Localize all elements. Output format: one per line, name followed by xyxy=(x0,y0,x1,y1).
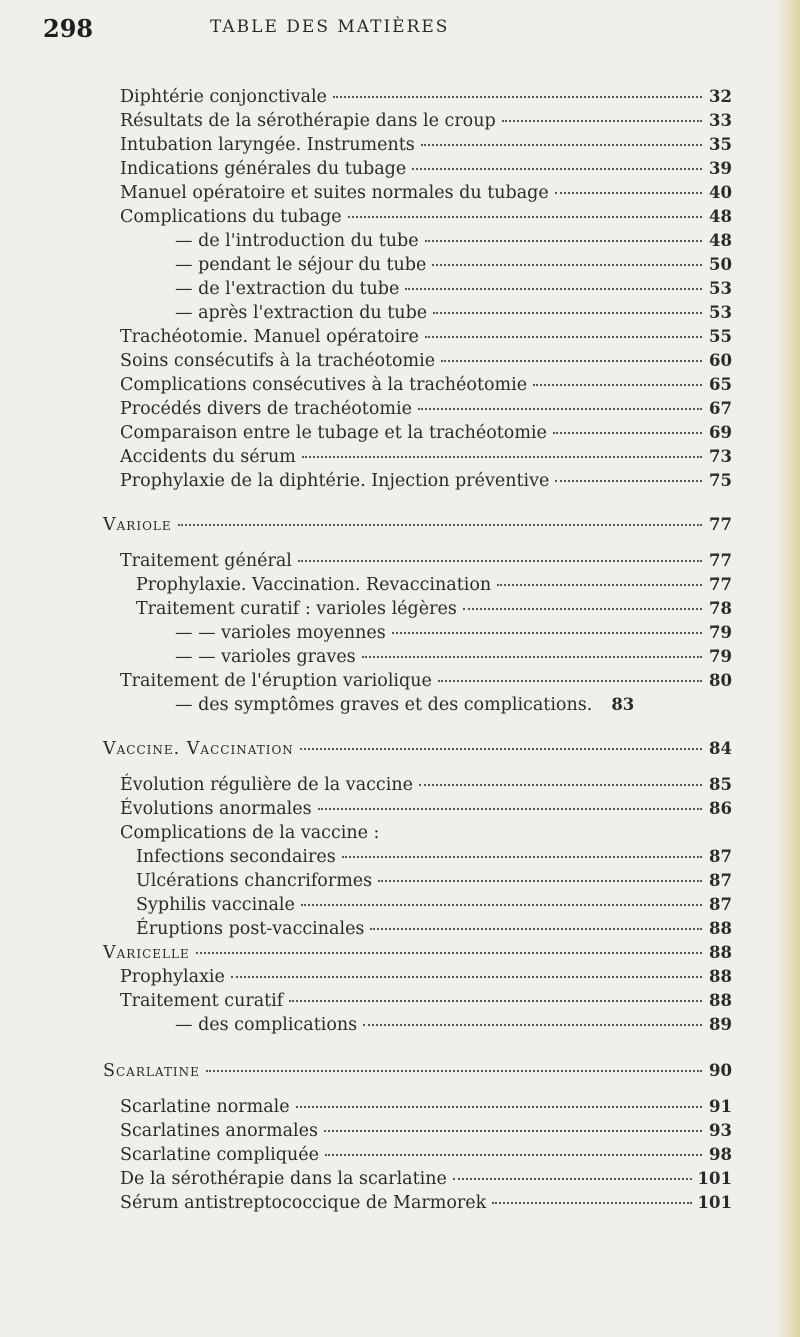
toc-entry-page: 48 xyxy=(709,231,732,250)
toc-entry-page: 101 xyxy=(697,1169,732,1188)
toc-entry-label: Trachéotomie. Manuel opératoire xyxy=(120,327,419,347)
toc-entry-page: 50 xyxy=(709,255,732,274)
toc-entry xyxy=(120,157,732,181)
toc-entry-page: 88 xyxy=(709,943,732,962)
toc-section-heading xyxy=(103,513,732,537)
toc-entry-label: De la sérothérapie dans la scarlatine xyxy=(120,1169,447,1189)
toc-entry-page: 75 xyxy=(709,471,732,490)
toc-entry-page: 90 xyxy=(709,1061,732,1080)
toc-entry xyxy=(136,597,732,621)
toc-entry xyxy=(120,349,732,373)
dot-leader xyxy=(412,168,702,170)
page-header xyxy=(0,10,800,50)
dot-leader xyxy=(392,632,702,634)
toc-entry xyxy=(120,1191,732,1215)
toc-entry-page: 79 xyxy=(709,623,732,642)
toc-entry-page: 88 xyxy=(709,967,732,986)
toc-entry xyxy=(120,469,732,493)
toc-entry-page: 60 xyxy=(709,351,732,370)
toc-entry-label: Traitement général xyxy=(120,551,292,571)
toc-entry-label: Procédés divers de trachéotomie xyxy=(120,399,412,419)
toc-entry xyxy=(120,965,732,989)
toc-entry-page: 91 xyxy=(709,1097,732,1116)
toc-entry xyxy=(175,253,732,277)
toc-entry-label: Sérum antistreptococcique de Marmorek xyxy=(120,1193,487,1213)
toc-entry-label: Scarlatine compliquée xyxy=(120,1145,319,1165)
page-number: 298 xyxy=(43,14,94,43)
dot-leader xyxy=(342,856,702,858)
toc-entry-page: 87 xyxy=(709,871,732,890)
dot-leader xyxy=(421,144,702,146)
toc-entry xyxy=(120,1095,732,1119)
toc-entry-page: 101 xyxy=(697,1193,732,1212)
dot-leader xyxy=(296,1106,702,1108)
toc-entry xyxy=(120,181,732,205)
toc-entry-label: Évolution régulière de la vaccine xyxy=(120,775,413,795)
toc-entry-page: 83 xyxy=(611,695,635,714)
toc-entry xyxy=(136,893,732,917)
running-title: TABLE DES MATIÈRES xyxy=(210,17,450,37)
toc-entry xyxy=(136,917,732,941)
dot-leader xyxy=(497,584,702,586)
dot-leader xyxy=(301,904,702,906)
toc-entry-page: 79 xyxy=(709,647,732,666)
toc-entry-label: — de l'introduction du tube xyxy=(175,231,419,251)
dot-leader xyxy=(553,432,702,434)
dot-leader xyxy=(555,192,702,194)
toc-entry xyxy=(120,205,732,229)
toc-entry xyxy=(120,669,732,693)
toc-entry xyxy=(120,549,732,573)
toc-entry-page: 80 xyxy=(709,671,732,690)
toc-entry xyxy=(175,621,732,645)
dot-leader xyxy=(432,264,702,266)
dot-leader xyxy=(533,384,702,386)
dot-leader xyxy=(419,784,702,786)
toc-entry xyxy=(120,133,732,157)
toc-entry xyxy=(136,845,732,869)
toc-entry-label: Infections secondaires xyxy=(136,847,336,867)
toc-entry xyxy=(120,1167,732,1191)
toc-entry-page: 87 xyxy=(709,895,732,914)
toc-entry-label: Varicelle xyxy=(103,943,190,963)
toc-entry-label: — pendant le séjour du tube xyxy=(175,255,427,275)
dot-leader xyxy=(492,1202,691,1204)
dot-leader xyxy=(231,976,702,978)
toc-section-heading xyxy=(103,737,732,761)
toc-entry-label: — de l'extraction du tube xyxy=(175,279,400,299)
toc-entry xyxy=(136,573,732,597)
toc-entry-page: 35 xyxy=(709,135,732,154)
dot-leader xyxy=(333,96,702,98)
toc-entry-label: — — varioles graves xyxy=(175,647,356,667)
dot-leader xyxy=(325,1154,702,1156)
toc-entry-page: 88 xyxy=(709,919,732,938)
toc-entry-label: Intubation laryngée. Instruments xyxy=(120,135,415,155)
dot-leader xyxy=(405,288,702,290)
page-edge-shadow xyxy=(776,0,800,1337)
toc-entry-label: Vaccine. Vaccination xyxy=(103,739,294,759)
toc-entry-label: Variole xyxy=(103,515,172,535)
toc-entry-label: Prophylaxie de la diphtérie. Injection préventive xyxy=(120,471,550,491)
toc-entry xyxy=(120,445,732,469)
toc-entry-label: Prophylaxie. Vaccination. Revaccination xyxy=(136,575,492,595)
toc-entry-label: Complications de la vaccine : xyxy=(120,823,380,843)
toc-entry-page: 85 xyxy=(709,775,732,794)
toc-entry xyxy=(120,1143,732,1167)
toc-entry xyxy=(120,325,732,349)
toc-entry-page: 93 xyxy=(709,1121,732,1140)
toc-entry xyxy=(120,109,732,133)
dot-leader xyxy=(555,480,702,482)
toc-entry-label: Scarlatines anormales xyxy=(120,1121,318,1141)
toc-entry-label: Diphtérie conjonctivale xyxy=(120,87,327,107)
toc-entry-page: 78 xyxy=(709,599,732,618)
toc-entry xyxy=(120,1119,732,1143)
toc-entry xyxy=(175,229,732,253)
toc-entry-label: Prophylaxie xyxy=(120,967,225,987)
toc-entry xyxy=(120,773,732,797)
toc-entry-page: 84 xyxy=(709,739,732,758)
toc-entry-label: Traitement de l'éruption variolique xyxy=(120,671,432,691)
toc-entry-page: 88 xyxy=(709,991,732,1010)
toc-entry-label: Comparaison entre le tubage et la trachéotomie xyxy=(120,423,547,443)
dot-leader xyxy=(418,408,702,410)
toc-entry-label: Résultats de la sérothérapie dans le croup xyxy=(120,111,496,131)
toc-entry-page: 87 xyxy=(709,847,732,866)
toc-entry-label: Complications du tubage xyxy=(120,207,342,227)
toc-entry-label: Soins consécutifs à la trachéotomie xyxy=(120,351,436,371)
toc-entry-page: 33 xyxy=(709,111,732,130)
toc-entry xyxy=(120,797,732,821)
toc-entry-label: Traitement curatif : varioles légères xyxy=(136,599,457,619)
toc-entry xyxy=(120,989,732,1013)
toc-entry-label: — des complications xyxy=(175,1015,358,1035)
toc-entry xyxy=(175,301,732,325)
toc-entry-page: 69 xyxy=(709,423,732,442)
dot-leader xyxy=(425,240,702,242)
toc-entry-label: Ulcérations chancriformes xyxy=(136,871,373,891)
toc-entry-page: 77 xyxy=(709,515,732,534)
toc-entry-label: Scarlatine xyxy=(103,1061,200,1081)
toc-entry-label: Manuel opératoire et suites normales du tubage xyxy=(120,183,549,203)
toc-entry-label: Évolutions anormales xyxy=(120,799,312,819)
toc-entry xyxy=(136,869,732,893)
toc-entry xyxy=(175,693,732,717)
dot-leader xyxy=(362,656,702,658)
toc-entry-label: — des symptômes graves et des complications. xyxy=(175,695,593,715)
toc-entry-label: Indications générales du tubage xyxy=(120,159,407,179)
toc-entry-label: Scarlatine normale xyxy=(120,1097,290,1117)
toc-entry-page: 39 xyxy=(709,159,732,178)
toc-entry-page: 55 xyxy=(709,327,732,346)
toc-entry xyxy=(175,645,732,669)
dot-leader xyxy=(196,952,702,954)
toc-entry xyxy=(175,1013,732,1037)
dot-leader xyxy=(318,808,702,810)
dot-leader xyxy=(298,560,702,562)
dot-leader xyxy=(289,1000,702,1002)
dot-leader xyxy=(178,524,702,526)
dot-leader xyxy=(300,748,702,750)
toc-section-heading xyxy=(103,1059,732,1083)
dot-leader xyxy=(463,608,702,610)
toc-entry-label: Éruptions post-vaccinales xyxy=(136,919,365,939)
toc-entry xyxy=(120,821,732,845)
toc-entry-page: 40 xyxy=(709,183,732,202)
dot-leader xyxy=(363,1024,702,1026)
dot-leader xyxy=(324,1130,702,1132)
dot-leader xyxy=(302,456,702,458)
toc-entry-label: Complications consécutives à la trachéotomie xyxy=(120,375,528,395)
dot-leader xyxy=(433,312,702,314)
toc-entry-page: 86 xyxy=(709,799,732,818)
toc-entry-label: Accidents du sérum xyxy=(120,447,296,467)
toc-entry xyxy=(120,421,732,445)
dot-leader xyxy=(438,680,702,682)
toc-entry-label: Syphilis vaccinale xyxy=(136,895,295,915)
toc-entry-label: — — varioles moyennes xyxy=(175,623,386,643)
toc-entry-page: 53 xyxy=(709,279,732,298)
toc-entry-page: 32 xyxy=(709,87,732,106)
toc-entry-label: Traitement curatif xyxy=(120,991,284,1011)
dot-leader xyxy=(370,928,702,930)
toc-entry-page: 98 xyxy=(709,1145,732,1164)
toc-entry-page: 73 xyxy=(709,447,732,466)
toc-entry xyxy=(175,277,732,301)
toc-entry-page: 53 xyxy=(709,303,732,322)
toc-entry-page: 65 xyxy=(709,375,732,394)
toc-entry-page: 48 xyxy=(709,207,732,226)
dot-leader xyxy=(378,880,702,882)
dot-leader xyxy=(453,1178,692,1180)
dot-leader xyxy=(425,336,702,338)
toc-section-heading xyxy=(103,941,732,965)
toc-entry xyxy=(120,397,732,421)
toc-entry xyxy=(120,85,732,109)
toc-entry-page: 77 xyxy=(709,575,732,594)
toc-entry-page: 89 xyxy=(709,1015,732,1034)
toc-entry xyxy=(120,373,732,397)
toc-entry-label: — après l'extraction du tube xyxy=(175,303,428,323)
dot-leader xyxy=(502,120,702,122)
dot-leader xyxy=(206,1070,702,1072)
toc-entry-page: 77 xyxy=(709,551,732,570)
toc-entry-page: 67 xyxy=(709,399,732,418)
dot-leader xyxy=(348,216,702,218)
dot-leader xyxy=(441,360,702,362)
